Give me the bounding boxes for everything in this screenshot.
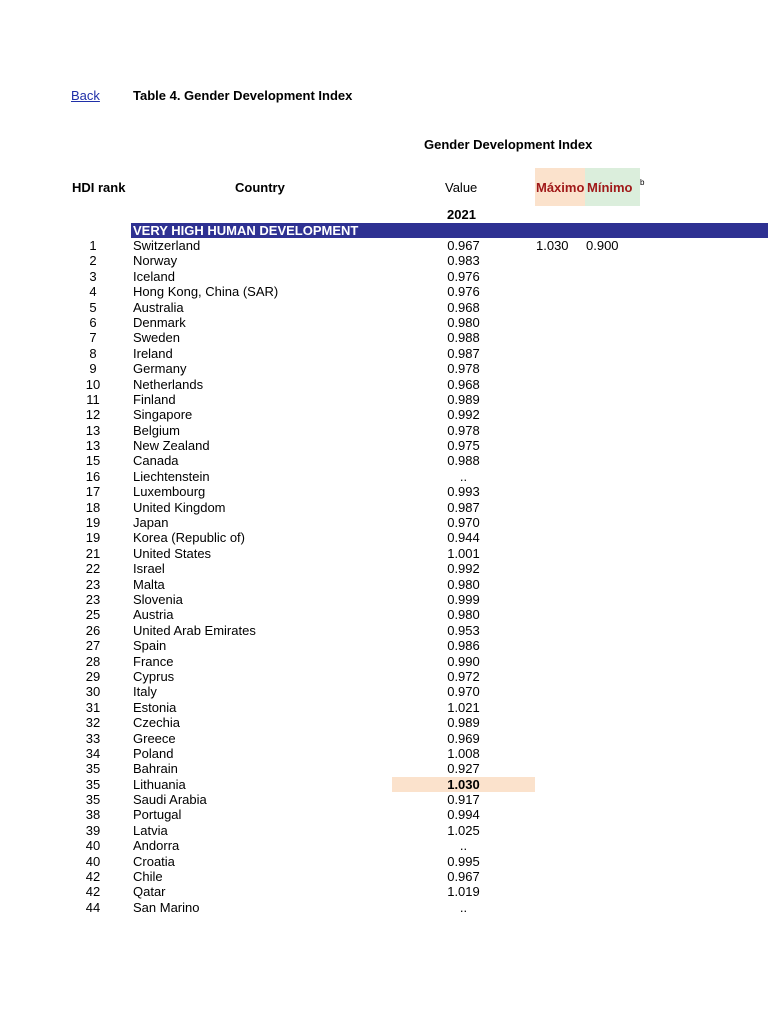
table-row [0, 792, 768, 807]
hdi-rank-cell: 44 [85, 899, 101, 915]
table-row [0, 484, 768, 499]
gdi-value-cell: 0.992 [447, 407, 480, 423]
hdi-rank-cell: 7 [89, 330, 97, 346]
gdi-value-cell: 0.944 [447, 530, 480, 546]
gdi-value-cell: .. [459, 838, 468, 854]
hdi-rank-cell: 32 [85, 715, 101, 731]
minimo-header-cell [585, 168, 645, 206]
country-cell: Ireland [133, 345, 173, 361]
gdi-value-cell: 0.999 [447, 591, 480, 607]
hdi-rank-cell: 30 [85, 684, 101, 700]
country-cell: France [133, 653, 174, 669]
table-row [0, 238, 768, 253]
gdi-column-group-header: Gender Development Index [424, 137, 593, 152]
table-row [0, 530, 768, 545]
country-cell: Austria [133, 607, 174, 623]
table-row [0, 684, 768, 699]
hdi-rank-cell: 2 [89, 253, 97, 269]
table-row [0, 761, 768, 776]
hdi-rank-cell: 34 [85, 745, 101, 761]
hdi-rank-cell: 22 [85, 561, 101, 577]
table-row [0, 346, 768, 361]
gdi-value-cell: 0.978 [447, 422, 480, 438]
gdi-value-cell: 0.983 [447, 253, 480, 269]
table-row [0, 654, 768, 669]
hdi-rank-cell: 1 [89, 238, 97, 253]
country-cell: Switzerland [133, 238, 201, 253]
hdi-rank-cell: 21 [85, 545, 101, 561]
table-row [0, 438, 768, 453]
gdi-value-cell: 0.980 [447, 314, 480, 330]
gdi-value-cell: 1.025 [447, 822, 480, 838]
hdi-rank-cell: 6 [89, 314, 97, 330]
table-row [0, 900, 768, 915]
gdi-value-cell: 0.917 [447, 792, 480, 808]
country-table-body [0, 238, 768, 915]
table-row [0, 269, 768, 284]
hdi-rank-cell: 13 [85, 438, 101, 454]
country-cell: Iceland [133, 268, 175, 284]
hdi-rank-cell: 15 [85, 453, 101, 469]
gdi-value-cell: 1.008 [447, 745, 480, 761]
gdi-value-cell: 1.030 [392, 777, 535, 792]
value-header: Value [445, 180, 478, 195]
country-cell: Lithuania [133, 776, 186, 792]
table-row [0, 577, 768, 592]
gdi-value-cell: .. [459, 468, 468, 484]
gdi-value-cell: 0.995 [447, 853, 480, 869]
gdi-value-cell: 0.976 [447, 284, 480, 300]
gdi-value-cell: 0.990 [447, 653, 480, 669]
gdi-value-cell: 0.976 [447, 268, 480, 284]
hdi-rank-cell: 3 [89, 268, 97, 284]
table-row [0, 453, 768, 468]
gdi-value-cell: 0.989 [447, 715, 480, 731]
country-cell: Hong Kong, China (SAR) [133, 284, 279, 300]
gdi-value-cell: 0.988 [447, 330, 480, 346]
country-cell: Spain [133, 638, 167, 654]
country-cell: Denmark [133, 314, 186, 330]
country-cell: United Kingdom [133, 499, 226, 515]
gdi-value-cell: 0.967 [447, 869, 480, 885]
country-cell: San Marino [133, 899, 200, 915]
gdi-value-cell: 0.987 [447, 499, 480, 515]
gdi-value-cell: 0.970 [447, 684, 480, 700]
country-cell: Andorra [133, 838, 180, 854]
maximo-header-cell [535, 168, 587, 206]
minimo-value: 0.900 [586, 238, 619, 253]
hdi-rank-cell: 23 [85, 576, 101, 592]
hdi-rank-cell: 42 [85, 869, 101, 885]
table-row [0, 300, 768, 315]
country-cell: Slovenia [133, 591, 183, 607]
hdi-rank-cell: 25 [85, 607, 101, 623]
hdi-rank-cell: 29 [85, 668, 101, 684]
gdi-value-cell: 0.968 [447, 299, 480, 315]
table-row [0, 731, 768, 746]
hdi-rank-cell: 40 [85, 838, 101, 854]
country-cell: Australia [133, 299, 184, 315]
hdi-rank-cell: 38 [85, 807, 101, 823]
table-row [0, 607, 768, 622]
country-cell: Belgium [133, 422, 180, 438]
gdi-value-cell: 0.953 [447, 622, 480, 638]
gdi-value-cell: 0.986 [447, 638, 480, 654]
gdi-value-cell: 0.993 [447, 484, 480, 500]
country-cell: Cyprus [133, 668, 175, 684]
gdi-value-cell: 0.969 [447, 730, 480, 746]
table-row [0, 623, 768, 638]
table-row [0, 823, 768, 838]
back-link[interactable]: Back [71, 88, 100, 103]
country-header: Country [235, 180, 285, 195]
country-cell: New Zealand [133, 438, 210, 454]
hdi-rank-cell: 19 [85, 530, 101, 546]
country-cell: Netherlands [133, 376, 204, 392]
country-cell: Greece [133, 730, 176, 746]
gdi-value-cell: 0.980 [447, 576, 480, 592]
hdi-rank-cell: 8 [89, 345, 97, 361]
country-cell: Norway [133, 253, 178, 269]
table-row [0, 546, 768, 561]
table-row [0, 515, 768, 530]
hdi-rank-cell: 35 [85, 761, 101, 777]
table-row [0, 869, 768, 884]
group-label: VERY HIGH HUMAN DEVELOPMENT [133, 223, 359, 238]
minimo-label: Mínimo [587, 180, 633, 195]
gdi-value-cell: 0.988 [447, 453, 480, 469]
country-cell: Korea (Republic of) [133, 530, 245, 546]
gdi-value-cell: 0.968 [447, 376, 480, 392]
country-cell: Croatia [133, 853, 175, 869]
maximo-label: Máximo [536, 180, 585, 195]
gdi-value-cell: 0.994 [447, 807, 480, 823]
table-row [0, 715, 768, 730]
hdi-rank-cell: 23 [85, 591, 101, 607]
hdi-rank-cell: 33 [85, 730, 101, 746]
year-header: 2021 [447, 207, 476, 222]
hdi-rank-cell: 4 [89, 284, 97, 300]
maximo-value: 1.030 [536, 238, 569, 253]
table-row [0, 777, 768, 792]
hdi-rank-cell: 19 [85, 515, 101, 531]
country-cell: Germany [133, 361, 187, 377]
table-row [0, 361, 768, 376]
hdi-rank-cell: 10 [85, 376, 101, 392]
table-row [0, 700, 768, 715]
country-cell: Liechtenstein [133, 468, 210, 484]
country-cell: Italy [133, 684, 157, 700]
table-row [0, 838, 768, 853]
gdi-value-cell: 0.987 [447, 345, 480, 361]
gdi-value-cell: 0.989 [447, 391, 480, 407]
table-row [0, 746, 768, 761]
country-cell: Czechia [133, 715, 180, 731]
gdi-value-cell: 0.978 [447, 361, 480, 377]
table-row [0, 561, 768, 576]
country-cell: Estonia [133, 699, 177, 715]
table-row [0, 469, 768, 484]
country-cell: Poland [133, 745, 174, 761]
table-row [0, 315, 768, 330]
hdi-rank-cell: 11 [86, 391, 100, 407]
table-title: Table 4. Gender Development Index [133, 88, 353, 103]
hdi-rank-cell: 13 [85, 422, 101, 438]
table-row [0, 284, 768, 299]
hdi-rank-cell: 40 [85, 853, 101, 869]
table-row [0, 377, 768, 392]
country-cell: Chile [133, 869, 163, 885]
country-cell: Sweden [133, 330, 180, 346]
hdi-rank-cell: 16 [85, 468, 101, 484]
hdi-rank-cell: 27 [85, 638, 101, 654]
table-row [0, 423, 768, 438]
hdi-rank-cell: 35 [85, 776, 101, 792]
country-cell: Canada [133, 453, 179, 469]
gdi-value-cell: 0.975 [447, 438, 480, 454]
country-cell: Japan [133, 515, 169, 531]
table-row [0, 407, 768, 422]
hdi-rank-cell: 5 [89, 299, 97, 315]
table-row [0, 884, 768, 899]
gdi-value-cell: 0.972 [447, 668, 480, 684]
table-row [0, 638, 768, 653]
table-row [0, 253, 768, 268]
table-row [0, 854, 768, 869]
hdi-rank-header: HDI rank [72, 180, 126, 195]
country-cell: Israel [133, 561, 165, 577]
country-cell: Luxembourg [133, 484, 206, 500]
gdi-value-cell: .. [459, 899, 468, 915]
hdi-rank-cell: 12 [85, 407, 101, 423]
hdi-rank-cell: 31 [85, 699, 101, 715]
gdi-value-cell: 0.992 [447, 561, 480, 577]
country-cell: United Arab Emirates [133, 622, 256, 638]
table-row [0, 500, 768, 515]
country-cell: Singapore [133, 407, 193, 423]
hdi-rank-cell: 9 [89, 361, 97, 377]
group-banner [131, 223, 768, 238]
table-row [0, 392, 768, 407]
gdi-value-cell: 0.970 [447, 515, 480, 531]
table-row [0, 807, 768, 822]
table-row [0, 330, 768, 345]
hdi-rank-cell: 39 [85, 822, 101, 838]
gdi-value-cell: 0.967 [447, 238, 480, 253]
hdi-rank-cell: 42 [85, 884, 101, 900]
hdi-rank-cell: 35 [85, 792, 101, 808]
table-row [0, 669, 768, 684]
hdi-rank-cell: 26 [85, 622, 101, 638]
country-cell: Saudi Arabia [133, 792, 207, 808]
gdi-value-cell: 1.001 [447, 545, 480, 561]
gdi-value-cell: 1.021 [447, 699, 480, 715]
table-row [0, 592, 768, 607]
gdi-value-cell: 1.019 [447, 884, 480, 900]
country-cell: Qatar [133, 884, 166, 900]
country-cell: Malta [133, 576, 165, 592]
minimo-footnote-marker: b [640, 178, 645, 187]
gdi-value-cell: 0.927 [447, 761, 480, 777]
country-cell: Bahrain [133, 761, 178, 777]
hdi-rank-cell: 17 [85, 484, 101, 500]
hdi-rank-cell: 18 [85, 499, 101, 515]
country-cell: United States [133, 545, 212, 561]
country-cell: Finland [133, 391, 176, 407]
hdi-rank-cell: 28 [85, 653, 101, 669]
country-cell: Latvia [133, 822, 168, 838]
country-cell: Portugal [133, 807, 182, 823]
gdi-value-cell: 0.980 [447, 607, 480, 623]
